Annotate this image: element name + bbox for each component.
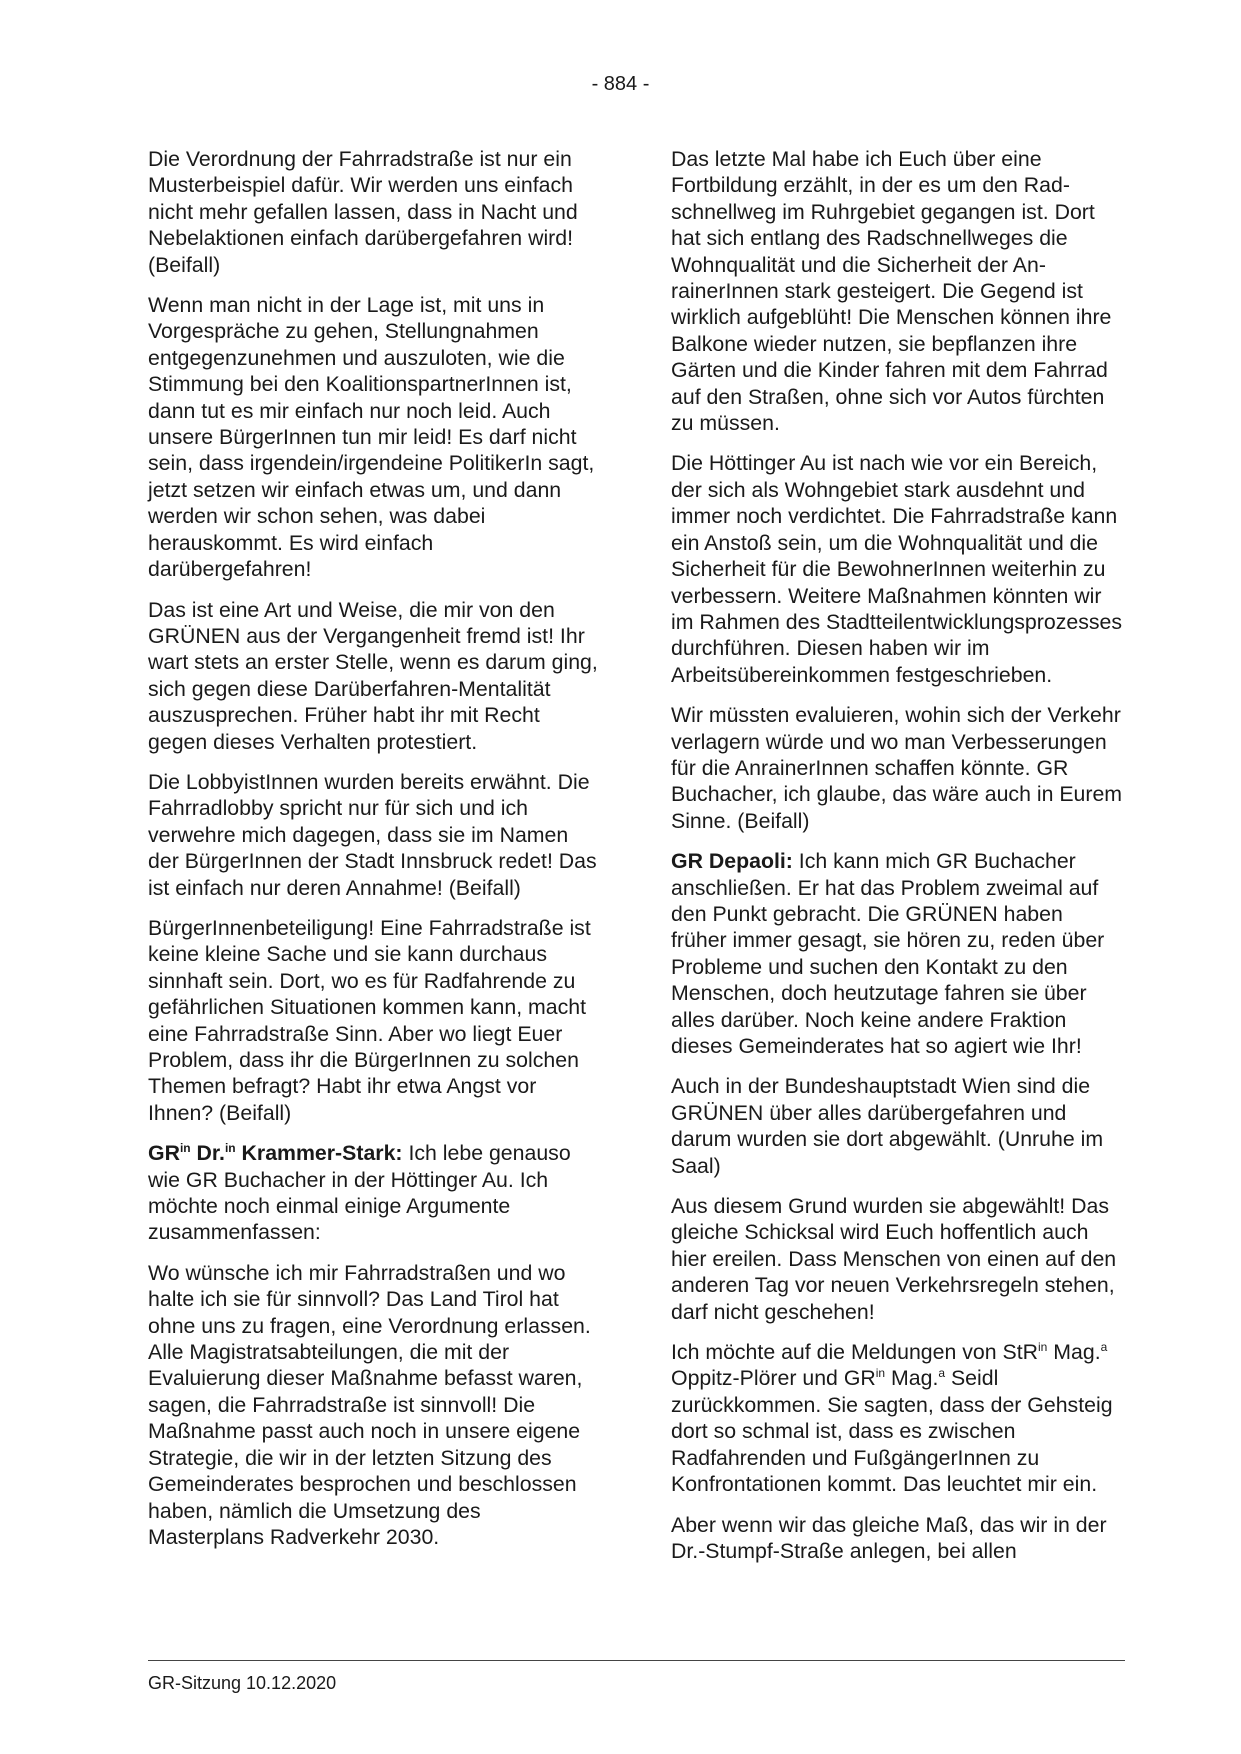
superscript: a — [1100, 1339, 1108, 1354]
speaker-name — [148, 1141, 403, 1165]
superscript: in — [179, 1141, 191, 1156]
paragraph: Die Verordnung der Fahrradstraße ist nur ein Musterbeispiel dafür. Wir werden uns einfach nicht mehr gefallen lassen, dass in Nacht und Nebelaktionen einfach darübergefahren wird! (Beifall) — [148, 147, 578, 277]
superscript: in — [224, 1141, 236, 1156]
paragraph — [671, 1339, 1123, 1497]
paragraph: Wir müssten evaluieren, wohin sich der Verkehr verlagern würde und wo man Verbesserungen für die AnrainerInnen schaffen könnte. GR Buchacher, ich glaube, das wäre auch in Eurem Sinne. (Beifall) — [671, 703, 1123, 833]
text-part: Ich möchte auf die Meldungen von StR — [671, 1340, 1038, 1365]
text-part: Seidl zurückkommen. Sie sagten, dass der Gehsteig dort so schmal ist, dass es zwischen Radfahrenden und FußgängerInnen zu Konfrontationen kommt. Das leuchtet mir ein. — [671, 1366, 1113, 1497]
page-number: - 884 - — [591, 73, 650, 95]
paragraph: Das ist eine Art und Weise, die mir von den GRÜNEN aus der Vergangenheit fremd ist! Ihr wart stets an erster Stelle, wenn es darum ging, sich gegen diese Darüberfahren-Mentalität auszusprechen. Früher habt ihr mit Recht gegen dieses Verhalten protestiert. — [148, 597, 598, 754]
right-column — [671, 146, 1123, 1578]
paragraph: Wo wünsche ich mir Fahrradstraßen und wo halte ich sie für sinnvoll? Das Land Tirol hat ohne uns zu fragen, eine Verordnung erlassen. Alle Magistratsabteilungen, die mit der Evaluierung dieser Maßnahme befasst waren, sagen, die Fahrradstraße ist sinnvoll! Die Maßnahme passt auch noch in unsere eigene Strategie, die wir in der letzten Sitzung des Gemeinderates besprochen und beschlossen haben, nämlich die Umsetzung des Masterplans Radverkehr 2030. — [148, 1260, 591, 1549]
speech-text: Ich kann mich GR Buchacher anschließen. Er hat das Problem zweimal auf den Punkt gebracht. Die GRÜNEN haben früher immer gesagt, sie hören zu, reden über Probleme und suchen den Kontakt zu den Menschen, doch heutzutage fahren sie über alles darüber. Noch keine andere Fraktion dieses Gemeinderates hat so agiert wie Ihr! — [671, 849, 1105, 1058]
footer-session-date: GR-Sitzung 10.12.2020 — [148, 1673, 337, 1693]
speaker-name-part: GR — [148, 1141, 180, 1166]
text-part: Mag. — [1047, 1340, 1101, 1365]
footer-divider — [148, 1660, 1125, 1661]
speech-text: Ich lebe genauso wie GR Buchacher in der Höttinger Au. Ich möchte noch einmal einige Argumente zusammenfassen: — [148, 1141, 571, 1245]
speaker-name: GR Depaoli: — [671, 849, 793, 874]
text-part: Mag. — [885, 1366, 939, 1391]
speaker-paragraph — [148, 1140, 600, 1246]
superscript: a — [938, 1366, 946, 1381]
paragraph: BürgerInnenbeteiligung! Eine Fahrradstraße ist keine kleine Sache und sie kann durchaus sinnhaft sein. Dort, wo es für Radfahrende zu gefährlichen Situationen kommen kann, macht eine Fahrradstraße Sinn. Aber wo liegt Euer Problem, dass ihr die BürgerInnen zu solchen Themen befragt? Habt ihr etwa Angst vor Ihnen? (Beifall) — [148, 915, 591, 1125]
paragraph: Die Höttinger Au ist nach wie vor ein Bereich, der sich als Wohngebiet stark ausdehnt und immer noch verdichtet. Die Fahrradstraße kann ein Anstoß sein, um die Wohnqualität und die Sicherheit für die BewohnerInnen weiterhin zu verbessern. Weitere Maßnahmen könnten wir im Rahmen des Stadtteilentwicklungsprozesses durchführen. Diesen haben wir im Arbeitsübereinkommen festgeschrieben. — [671, 451, 1122, 687]
paragraph: Die LobbyistInnen wurden bereits erwähnt. Die Fahrradlobby spricht nur für sich und ich verwehre mich dagegen, dass sie im Namen der BürgerInnen der Stadt Innsbruck redet! Das ist einfach nur deren Annahme! (Beifall) — [148, 769, 597, 900]
speaker-name-part: Dr. — [190, 1141, 225, 1166]
paragraph: Aus diesem Grund wurden sie abgewählt! Das gleiche Schicksal wird Euch hoffentlich auch hier ereilen. Dass Menschen von einen auf den anderen Tag vor neuen Verkehrsregeln stehen, darf nicht geschehen! — [671, 1194, 1117, 1324]
superscript: in — [1038, 1339, 1048, 1354]
paragraph: Auch in der Bundeshauptstadt Wien sind die GRÜNEN über alles darübergefahren und darum wurden sie dort abgewählt. (Unruhe im Saal) — [671, 1074, 1104, 1178]
speaker-name-part: Krammer-Stark: — [235, 1141, 403, 1166]
text-part: Oppitz-Plörer und GR — [671, 1366, 876, 1391]
paragraph: Wenn man nicht in der Lage ist, mit uns in Vorgespräche zu gehen, Stellungnahmen entgegenzunehmen und auszuloten, wie die Stimmung bei den KoalitionspartnerInnen ist, dann tut es mir einfach nur noch leid. Auch unsere BürgerInnen tun mir leid! Es darf nicht sein, dass irgendein/irgendeine PolitikerIn sagt, jetzt setzen wir einfach etwas um, und dann werden wir schon sehen, was dabei herauskommt. Es wird einfach darübergefahren! — [148, 293, 595, 582]
speaker-paragraph — [671, 848, 1123, 1059]
left-column — [148, 146, 600, 1564]
superscript: in — [875, 1366, 886, 1381]
paragraph: Aber wenn wir das gleiche Maß, das wir in der Dr.-Stumpf-Straße anlegen, bei allen — [671, 1512, 1107, 1563]
paragraph: Das letzte Mal habe ich Euch über eine Fortbildung erzählt, in der es um den Radschnellweg im Ruhrgebiet gegangen ist. Dort hat sich entlang des Radschnellweges die Wohnqualität und die Sicherheit der AnrainerInnen stark gesteigert. Die Gegend ist wirklich aufgeblüht! Die Menschen können ihre Balkone wieder nutzen, sie bepflanzen ihre Gärten und die Kinder fahren mit dem Fahrrad auf den Straßen, ohne sich vor Autos fürchten zu müssen. — [671, 147, 1112, 436]
